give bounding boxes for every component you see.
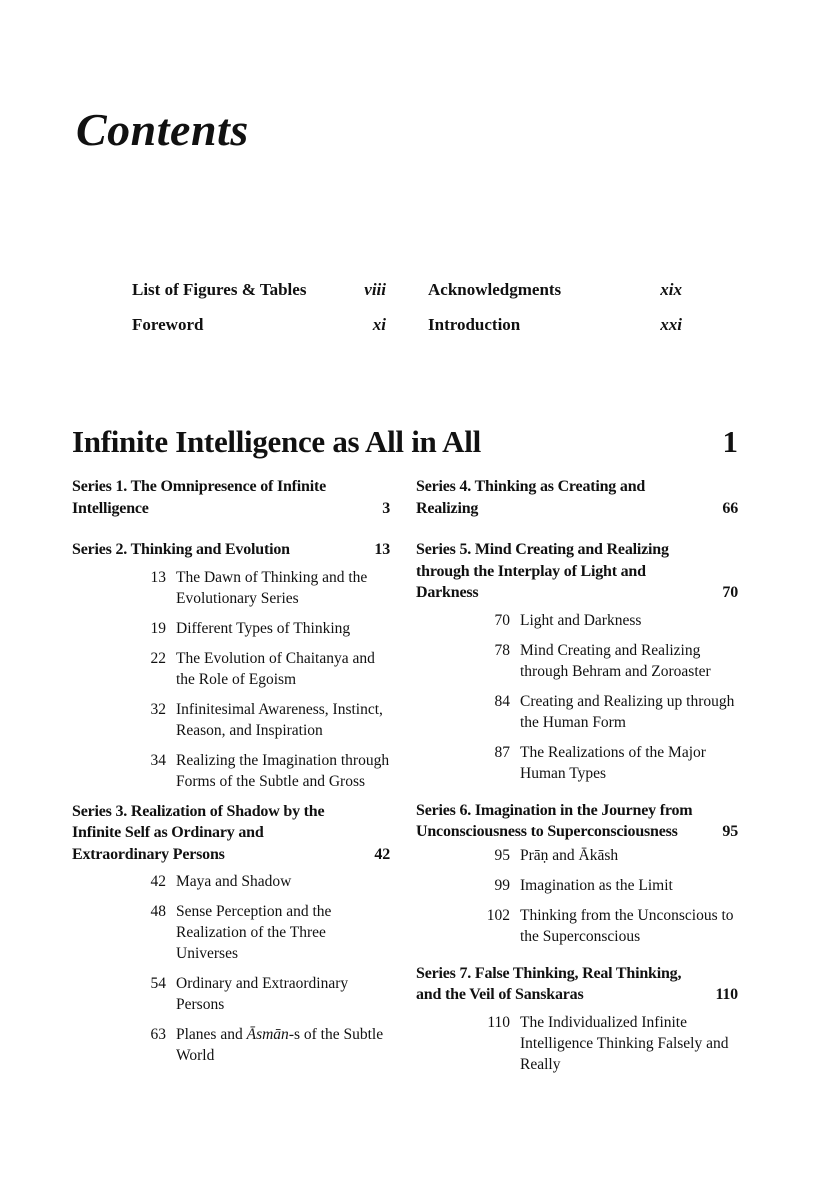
subsection-page-number: 19 (150, 619, 166, 637)
subsection-link[interactable] (72, 567, 390, 609)
part-title-link[interactable]: Infinite Intelligence as All in All (72, 424, 481, 459)
subsection-page-number: 42 (150, 873, 166, 890)
subsection-title-italic: Āsmān (246, 1026, 289, 1043)
subsection-title: The Dawn of Thinking and the Evolutionary Series (176, 568, 368, 607)
subsection-list (72, 871, 390, 1066)
series-page-number: 66 (722, 499, 738, 517)
series-page-number: 95 (722, 823, 738, 840)
subsection-page-number: 84 (494, 692, 510, 710)
series-page-number: 13 (374, 541, 390, 558)
subsection-title: The Realizations of the Major Human Types (520, 743, 706, 782)
series-page-number: 70 (722, 584, 738, 601)
subsection-link[interactable] (72, 618, 390, 639)
series-heading-link[interactable] (416, 963, 738, 1006)
series-title: Series 3. Realization of Shadow by the Infinite Self as Ordinary and Extraordinary Persons (72, 802, 325, 863)
series-entry (416, 476, 738, 519)
subsection-title-prefix: Planes and (176, 1026, 247, 1043)
front-matter-list (132, 278, 684, 348)
subsection-link[interactable] (416, 845, 738, 866)
subsection-title: The Individualized Infinite Intelligence Thinking Falsely and Really (520, 1013, 729, 1073)
series-heading-link[interactable] (416, 800, 738, 843)
subsection-title: Thinking from the Unconscious to the Superconscious (520, 906, 734, 945)
toc-link-foreword[interactable]: Foreword (132, 315, 204, 334)
subsection-title: Different Types of Thinking (176, 619, 351, 637)
toc-page-number: xxi (660, 315, 682, 334)
subsection-title: Sense Perception and the Realization of the Three Universes (176, 903, 332, 962)
toc-link-acknowledgments[interactable]: Acknowledgments (428, 280, 562, 299)
subsection-page-number: 70 (494, 611, 510, 629)
subsection-title: Infinitesimal Awareness, Instinct, Reason, and Inspiration (176, 700, 383, 739)
subsection-page-number: 32 (150, 700, 166, 718)
series-entry (416, 800, 738, 947)
toc-link-introduction[interactable]: Introduction (428, 315, 521, 334)
subsection-title: Prāṇ and Ākāsh (520, 846, 619, 864)
series-heading-link[interactable] (416, 476, 738, 519)
subsection-title: The Evolution of Chaitanya and the Role of Egoism (176, 649, 375, 688)
series-title: Series 2. Thinking and Evolution (72, 541, 290, 558)
subsection-list (72, 567, 390, 792)
page-title: Contents (76, 104, 249, 155)
subsection-link[interactable] (72, 871, 390, 892)
subsection-link[interactable] (72, 901, 390, 964)
series-title: Series 1. The Omnipresence of Infinite Intelligence (72, 478, 327, 517)
series-page-number: 110 (715, 986, 738, 1003)
subsection-list (416, 845, 738, 947)
series-heading-link[interactable] (72, 801, 390, 866)
toc-column-left (72, 476, 390, 1078)
subsection-title: Creating and Realizing up through the Human Form (520, 692, 735, 731)
subsection-title: Mind Creating and Realizing through Behram and Zoroaster (520, 641, 711, 680)
subsection-page-number: 13 (150, 568, 166, 586)
toc-page-number: xi (372, 315, 386, 334)
series-page-number: 3 (382, 499, 390, 517)
series-heading-link[interactable] (72, 476, 390, 519)
toc-page-number: xix (660, 280, 682, 299)
series-title: Series 4. Thinking as Creating and Realizing (416, 478, 646, 517)
subsection-link[interactable] (416, 742, 738, 784)
subsection-link[interactable] (416, 875, 738, 896)
subsection-title: Maya and Shadow (176, 873, 292, 890)
subsection-title (176, 1024, 390, 1066)
front-matter-row (132, 278, 684, 313)
subsection-title: Ordinary and Extraordinary Persons (176, 975, 349, 1013)
subsection-title: Imagination as the Limit (520, 876, 673, 894)
toc-link-list-of-figures[interactable]: List of Figures & Tables (132, 280, 307, 299)
subsection-page-number: 78 (494, 641, 510, 659)
subsection-link[interactable] (416, 905, 738, 947)
subsection-page-number: 48 (150, 903, 166, 920)
toc-page-number: viii (364, 280, 386, 299)
series-entry (416, 963, 738, 1075)
subsection-link[interactable] (72, 1024, 390, 1066)
subsection-list (416, 1012, 738, 1075)
subsection-link[interactable] (416, 691, 738, 733)
subsection-link[interactable] (72, 750, 390, 792)
series-entry (72, 476, 390, 519)
series-heading-link[interactable] (72, 539, 390, 561)
subsection-title-suffix: -s of the Subtle World (176, 1026, 384, 1064)
subsection-page-number: 87 (494, 743, 510, 761)
subsection-page-number: 54 (150, 975, 166, 992)
subsection-page-number: 34 (150, 751, 166, 769)
subsection-title: Realizing the Imagination through Forms of the Subtle and Gross (176, 751, 390, 790)
series-entry (72, 539, 390, 792)
subsection-link[interactable] (72, 648, 390, 690)
series-title: Series 5. Mind Creating and Realizing through the Interplay of Light and Darkness (416, 541, 669, 601)
subsection-page-number: 99 (494, 876, 510, 894)
part-heading (72, 420, 738, 464)
subsection-page-number: 110 (487, 1013, 510, 1031)
subsection-link[interactable] (72, 973, 390, 1015)
part-page-number: 1 (722, 424, 738, 459)
series-entry (72, 801, 390, 1067)
series-title: Series 6. Imagination in the Journey from Unconsciousness to Superconsciousness (416, 801, 693, 840)
subsection-link[interactable] (416, 610, 738, 631)
toc-column-right (416, 476, 738, 1087)
front-matter-row (132, 313, 684, 348)
subsection-page-number: 63 (150, 1026, 166, 1043)
subsection-link[interactable] (416, 640, 738, 682)
series-heading-link[interactable] (416, 539, 738, 604)
subsection-link[interactable] (72, 699, 390, 741)
subsection-list (416, 610, 738, 784)
subsection-page-number: 95 (494, 846, 510, 864)
subsection-page-number: 102 (486, 906, 510, 924)
series-page-number: 42 (374, 845, 390, 863)
subsection-page-number: 22 (150, 649, 166, 667)
series-entry (416, 539, 738, 784)
subsection-title: Light and Darkness (520, 611, 642, 629)
subsection-link[interactable] (416, 1012, 738, 1075)
series-title: Series 7. False Thinking, Real Thinking, and the Veil of Sanskaras (416, 964, 682, 1003)
